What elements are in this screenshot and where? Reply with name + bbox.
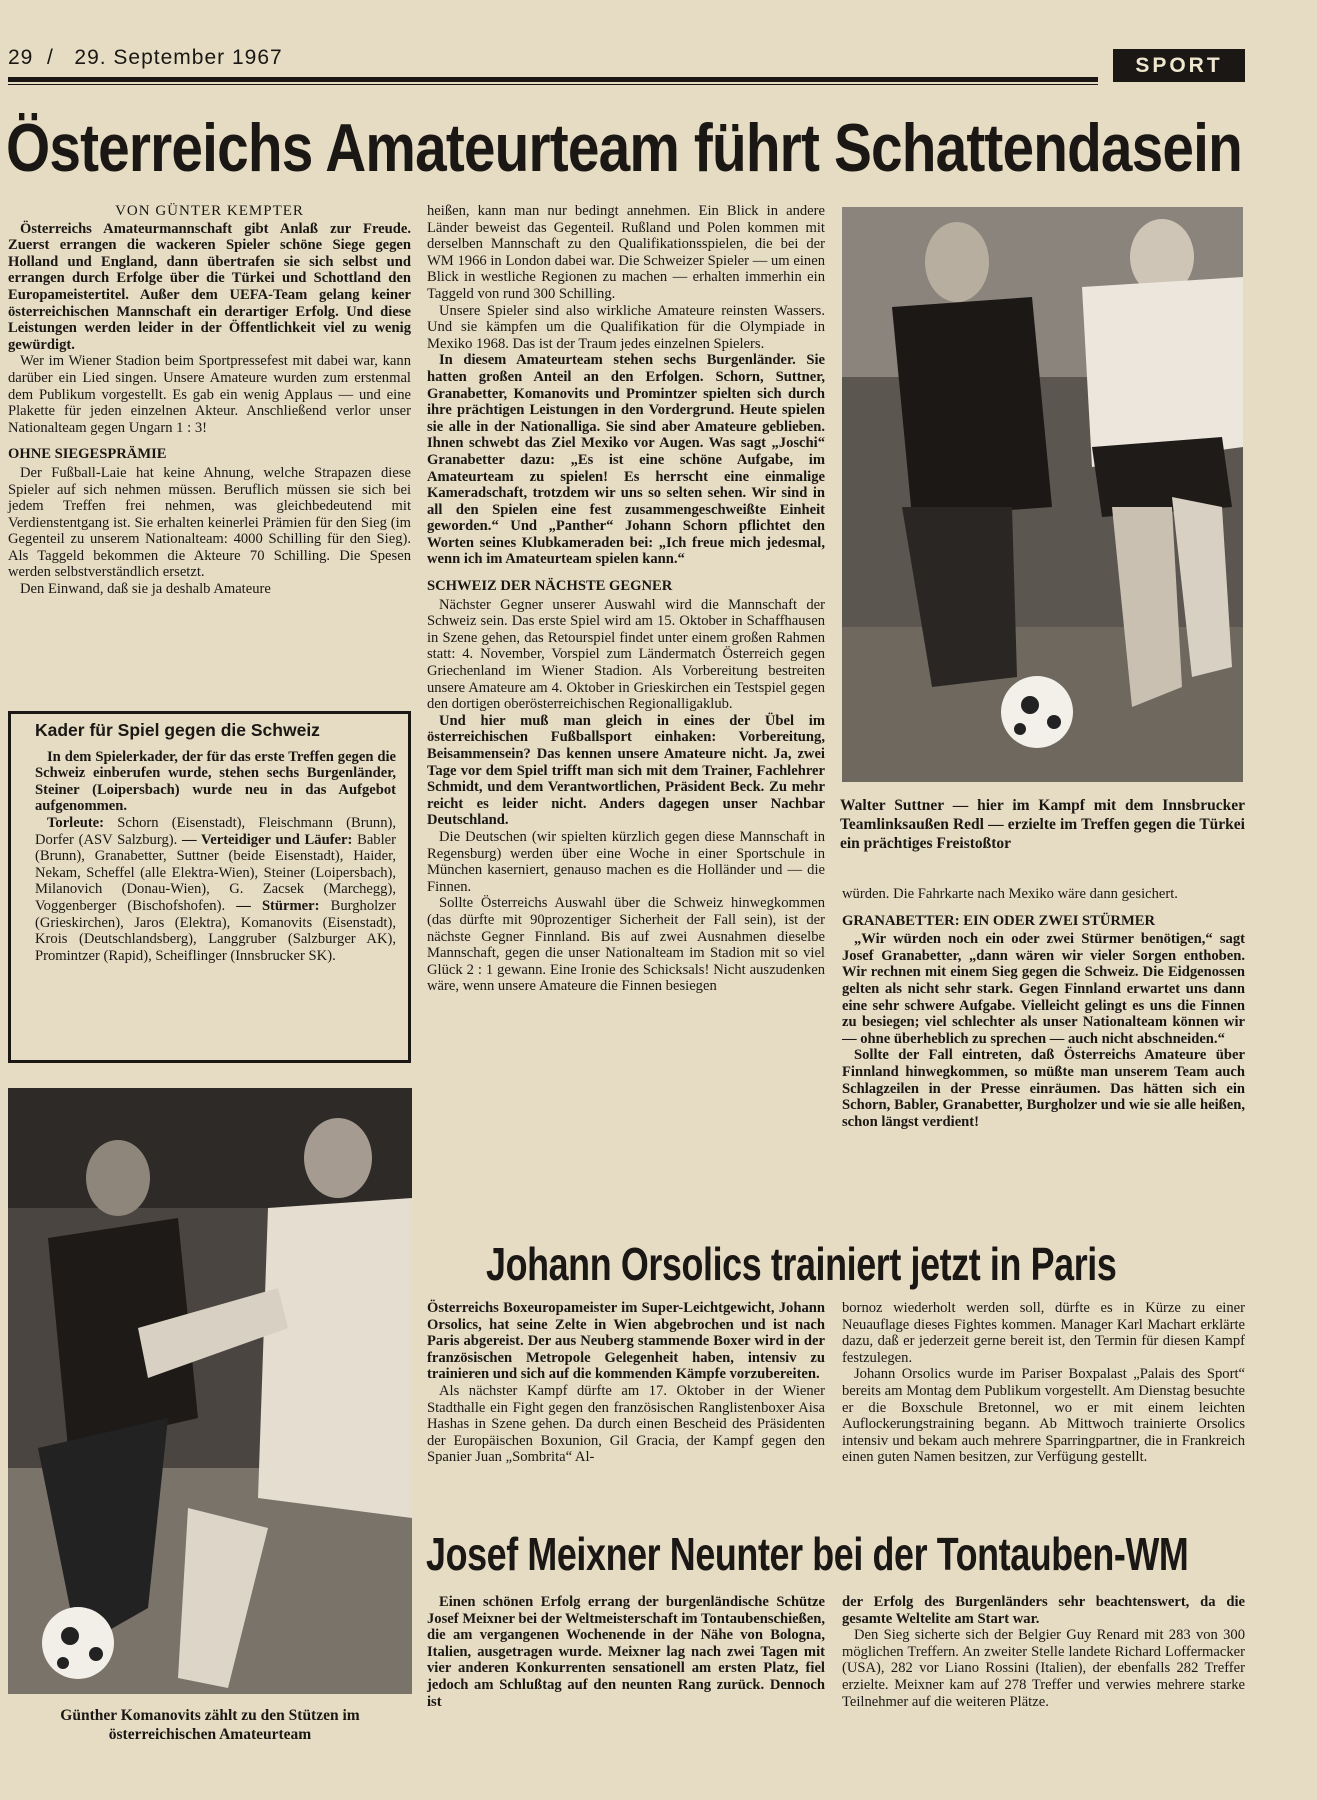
football-match-photo — [842, 207, 1243, 782]
article-column-2 — [427, 203, 825, 995]
photo-caption-komanovits: Günther Komanovits zählt zu den Stützen im österreichischen Amateurteam — [60, 1707, 360, 1743]
article-paragraph: Die Deutschen (wir spielten kürzlich gegen diese Mannschaft in Regensburg) werden über eine Woche in einer Sportschule in München kaserniert, genauso machen es die Holländer und — die Finnen. — [427, 828, 825, 895]
article-paragraph-bold: Sollte der Fall eintreten, daß Österreichs Amateure über Finnland hinwegkommen, so müßte man unserem Team auch Schlagzeilen in der Presse einräumen. Das hätten sich ein Schorn, Babler, Granabetter, Burgholzer und wie sie alle heißen, schon längst verdient! — [842, 1047, 1245, 1130]
subheading: SCHWEIZ DER NÄCHSTE GEGNER — [427, 578, 673, 595]
page-number: 29 — [8, 46, 34, 69]
article-column-3 — [842, 886, 1245, 1130]
article-paragraph: Der Fußball-Laie hat keine Ahnung, welche Strapazen diese Spieler auf sich nehmen müssen. Beruflich müssen sie sich bei jedem Treffen frei nehmen, was gleichbedeutend mit Verdienstentgang ist. Sie erhalten keinerlei Prämien für den Sieg (im Gegenteil zu unserem Nationalteam: 4000 Schilling für den Sieg). Als Taggeld bekommen die Akteure 70 Schilling. Die Spesen werden selbstverständlich ersetzt. — [8, 464, 411, 581]
forwards-list: Burgholzer (Grieskirchen), Jaros (Elektra), Komanovits (Eisenstadt), Krois (Deutschlandsberg), Langgruber (Salzburger AK), Promintzer (Rapid), Scheiflinger (Innsbrucker SK). — [35, 897, 396, 964]
football-players-photo — [8, 1088, 412, 1694]
article-intro: Österreichs Boxeuropameister im Super-Leichtgewicht, Johann Orsolics, hat seine Zelte in Wien abgebrochen und ist nach Paris abgereist. Der aus Neuberg stammende Boxer wird in der französischen Metropole Gelegenheit haben, intensiv zu trainieren und sich auf die kommenden Kämpfe vorzubereiten. — [427, 1300, 825, 1383]
article-paragraph: bornoz wiederholt werden soll, dürfte es in Kürze zu einer Neuauflage dieses Fightes kommen. Manager Karl Machart erklärte dazu, daß er jederzeit gerne bereit ist, den Termin für diesen Kampf festzulegen. — [842, 1300, 1245, 1366]
article-paragraph: Den Einwand, daß sie ja deshalb Amateure — [20, 581, 271, 598]
article-column-1 — [8, 203, 411, 598]
defenders-label: — Verteidiger und Läufer: — [181, 831, 353, 848]
photo-komanovits — [8, 1088, 412, 1694]
header-rule-thin — [8, 84, 1098, 85]
meixner-column-2 — [842, 1594, 1245, 1710]
article-paragraph: Sollte Österreichs Auswahl über die Schweiz hinwegkommen (das dürfte mit 90prozentiger Sicherheit der Fall sein), ist der nächste Gegner Finnland. Bis auf zwei Ausnahmen dieselbe Mannschaft, gegen die unser Nationalteam im Stadion mit so viel Glück 2 : 1 gewann. Eine Ironie des Schicksals! Nicht auszudenken wäre, wenn unsere Amateure die Finnen besiegen — [427, 895, 825, 995]
article-paragraph-bold: Und hier muß man gleich in eines der Übel im österreichischen Fußballsport einhaken: Vorbereitung, Beisammensein? Das kennen unsere Amateure nicht. Ja, zwei Tage vor dem Spiel trifft man sich mit dem Trainer, Fachlehrer Schmidt, und dem Verantwortlichen, Präsident Beck. Zu mehr reicht es leider nicht. Anders dagegen unser Nachbar Deutschland. — [427, 712, 825, 829]
subheading: OHNE SIEGESPRÄMIE — [8, 446, 167, 463]
article-paragraph: Den Sieg sicherte sich der Belgier Guy Renard mit 283 von 300 möglichen Treffern. An zweiter Stelle landete Richard Loffermacker (USA), 282 vor Liano Rossini (Italien), der ebenfalls 282 Treffer erzielte. Meixner kam auf 278 Treffer und verwies mehrere starke Teilnehmer auf die weiteren Plätze. — [842, 1627, 1245, 1710]
orsolics-headline: Johann Orsolics trainiert jetzt in Paris — [486, 1238, 1117, 1290]
byline: VON GÜNTER KEMPTER — [115, 203, 304, 219]
article-intro: Österreichs Amateurmannschaft gibt Anlaß zur Freude. Zuerst errangen die wackeren Spieler schöne Siege gegen Holland und England, dann übertrafen sie sich selbst und errangen durch Erfolge über die Türkei und Schottland den Europameistertitel. Außer dem UEFA-Team gelang keiner österreichischen Mannschaft ein derartiger Erfolg. Und diese Leistungen werden leider in der Öffentlichkeit viel zu wenig gewürdigt. — [8, 220, 411, 353]
issue-date: 29. September 1967 — [74, 46, 283, 69]
header-rule — [8, 77, 1098, 82]
photo-caption-suttner: Walter Suttner — hier im Kampf mit dem Innsbrucker Teamlinksaußen Redl — erzielte im Treffen gegen die Türkei ein prächtiges Freistoßtor — [840, 797, 1245, 852]
goalkeepers-label: Torleute: — [47, 814, 105, 831]
article-intro: Einen schönen Erfolg errang der burgenländische Schütze Josef Meixner bei der Weltmeisterschaft im Tontaubenschießen, die am vergangenen Wochenende in der Nähe von Bologna, Italien, ausgetragen wurde. Meixner lag nach zwei Tagen mit vier anderen Konkurrenten sensationell am ersten Platz, fiel jedoch am Schlußtag auf den neunten Rang zurück. Dennoch ist — [427, 1594, 825, 1710]
main-headline: Österreichs Amateurteam führt Schattendasein — [6, 110, 1242, 186]
header-separator: / — [47, 46, 54, 69]
forwards-label: — Stürmer: — [236, 897, 320, 914]
article-paragraph-bold: „Wir würden noch ein oder zwei Stürmer benötigen,“ sagt Josef Granabetter, „dann wären wir vieler Sorgen enthoben. Wir rechnen mit einem Sieg gegen die Schweiz. Die Eidgenossen gelten als nicht sehr stark. Gegen Finnland erwartet uns dann eine sehr schwere Aufgabe. Vielleicht gelingt es uns die Finnen zu besiegen; viel schlechter als unser Nationalteam können wir — ohne überheblich zu sprechen — auch nicht abschneiden.“ — [842, 931, 1245, 1047]
article-paragraph: würden. Die Fahrkarte nach Mexiko wäre dann gesichert. — [842, 886, 1178, 902]
meixner-headline: Josef Meixner Neunter bei der Tontauben-WM — [426, 1528, 1189, 1580]
article-paragraph-bold: In diesem Amateurteam stehen sechs Burgenländer. Sie hatten großen Anteil an den Erfolgen. Schorn, Suttner, Granabetter, Komanovits und Promintzer spielten sich durch ihre prächtigen Leistungen in den Vordergrund. Heute spielen sie alle in der Nationalliga. Sie sind aber Amateure geblieben. Ihnen schwebt das Ziel Mexiko vor Augen. Was sagt „Joschi“ Granabetter dazu: „Es ist eine schöne Aufgabe, im Amateurteam zu spielen! Es herrscht eine einmalige Kameradschaft, trotzdem wir uns so selten sehen. Wir sind in all den Spielen eine fest zusammengeschweißte Einheit geworden.“ Und „Panther“ Johann Schorn pflichtet den Worten seines Klubkameraden bei: „Ich freue mich jedesmal, wenn ich im Amateurteam spielen kann.“ — [427, 352, 825, 568]
article-intro: der Erfolg des Burgenländers sehr beachtenswert, da die gesamte Weltelite am Start war. — [842, 1594, 1245, 1627]
goalkeepers-list: Schorn (Eisenstadt), Fleischmann (Brunn), Dorfer (ASV Salzburg). — [35, 814, 396, 848]
section-label: SPORT — [1113, 49, 1245, 82]
article-paragraph: Als nächster Kampf dürfte am 17. Oktober in der Wiener Stadthalle ein Fight gegen den französischen Ranglistenboxer Aisa Hashas in Szene gehen. Da durch einen Bescheid des Präsidenten der Europäischen Boxunion, Gil Gracia, der Kampf gegen den Spanier Juan „Sombrita“ Al- — [427, 1382, 825, 1466]
box-intro: In dem Spielerkader, der für das erste Treffen gegen die Schweiz einberufen wurde, stehen sechs Burgenländer, Steiner (Loipersbach) wurde neu in das Aufgebot aufgenommen. — [35, 748, 396, 815]
photo-suttner — [842, 207, 1243, 782]
article-paragraph: Nächster Gegner unserer Auswahl wird die Mannschaft der Schweiz sein. Das erste Spiel wird am 15. Oktober in Schaffhausen in Szene gehen, das Retourspiel findet unter einem großen Rahmen statt: 4. November, Vorspiel zum Ländermatch Österreich gegen Griechenland im Wiener Stadion. Als Vorbereitung bestreiten unsere Amateure am 4. Oktober in Grieskirchen ein Testspiel gegen den dortigen oberösterreichischen Regionalligaklub. — [427, 596, 825, 713]
box-title: Kader für Spiel gegen die Schweiz — [35, 720, 320, 740]
defenders-list: Babler (Brunn), Granabetter, Suttner (beide Eisenstadt), Haider, Nekam, Scheffel (alle Elektra-Wien), Steiner (Loipersbach), Milanovich (Donau-Wien), G. Zacsek (Marchegg), Voggenberger (Bischofshofen). — [35, 831, 396, 914]
orsolics-column-1 — [427, 1300, 825, 1466]
article-paragraph: Johann Orsolics wurde im Pariser Boxpalast „Palais des Sport“ bereits am Montag dem Publikum vorgestellt. Am Dienstag besuchte er die Boxschule Bretonnel, wo er mit einem leichten Auflockerungstraining begann. Ab Mittwoch trainierte Orsolics intensiv und bekam auch mehrere Sparringpartner, die in Frankreich einen guten Namen besitzen, zur Verfügung gestellt. — [842, 1366, 1245, 1466]
orsolics-column-2 — [842, 1300, 1245, 1466]
meixner-column-1 — [427, 1594, 825, 1710]
article-paragraph: Wer im Wiener Stadion beim Sportpressefest mit dabei war, kann darüber ein Lied singen. Unsere Amateure wurden zum erstenmal dem Publikum vorgestellt. Es gab ein wenig Applaus — und eine Plakette für jeden einzelnen Akteur. Anschließend verlor unser Nationalteam gegen Ungarn 1 : 3! — [8, 353, 411, 436]
article-paragraph: Unsere Spieler sind also wirkliche Amateure reinsten Wassers. Und sie kämpfen um die Qualifikation für die Olympiade in Mexiko 1968. Das ist der Traum jedes einzelnen Spielers. — [427, 302, 825, 352]
page-header — [8, 46, 283, 70]
article-paragraph: heißen, kann man nur bedingt annehmen. Ein Blick in andere Länder beweist das Gegenteil. Rußland und Polen kommen mit derselben Mannschaft zu den Qualifikationsspielen, die bei der WM 1966 in London dabei war. Die Schweizer Spieler — um einen Blick in westliche Regionen zu machen — erhalten immerhin ein Taggeld von rund 300 Schilling. — [427, 203, 825, 302]
squad-box — [8, 711, 411, 1063]
subheading: GRANABETTER: EIN ODER ZWEI STÜRMER — [842, 912, 1156, 929]
